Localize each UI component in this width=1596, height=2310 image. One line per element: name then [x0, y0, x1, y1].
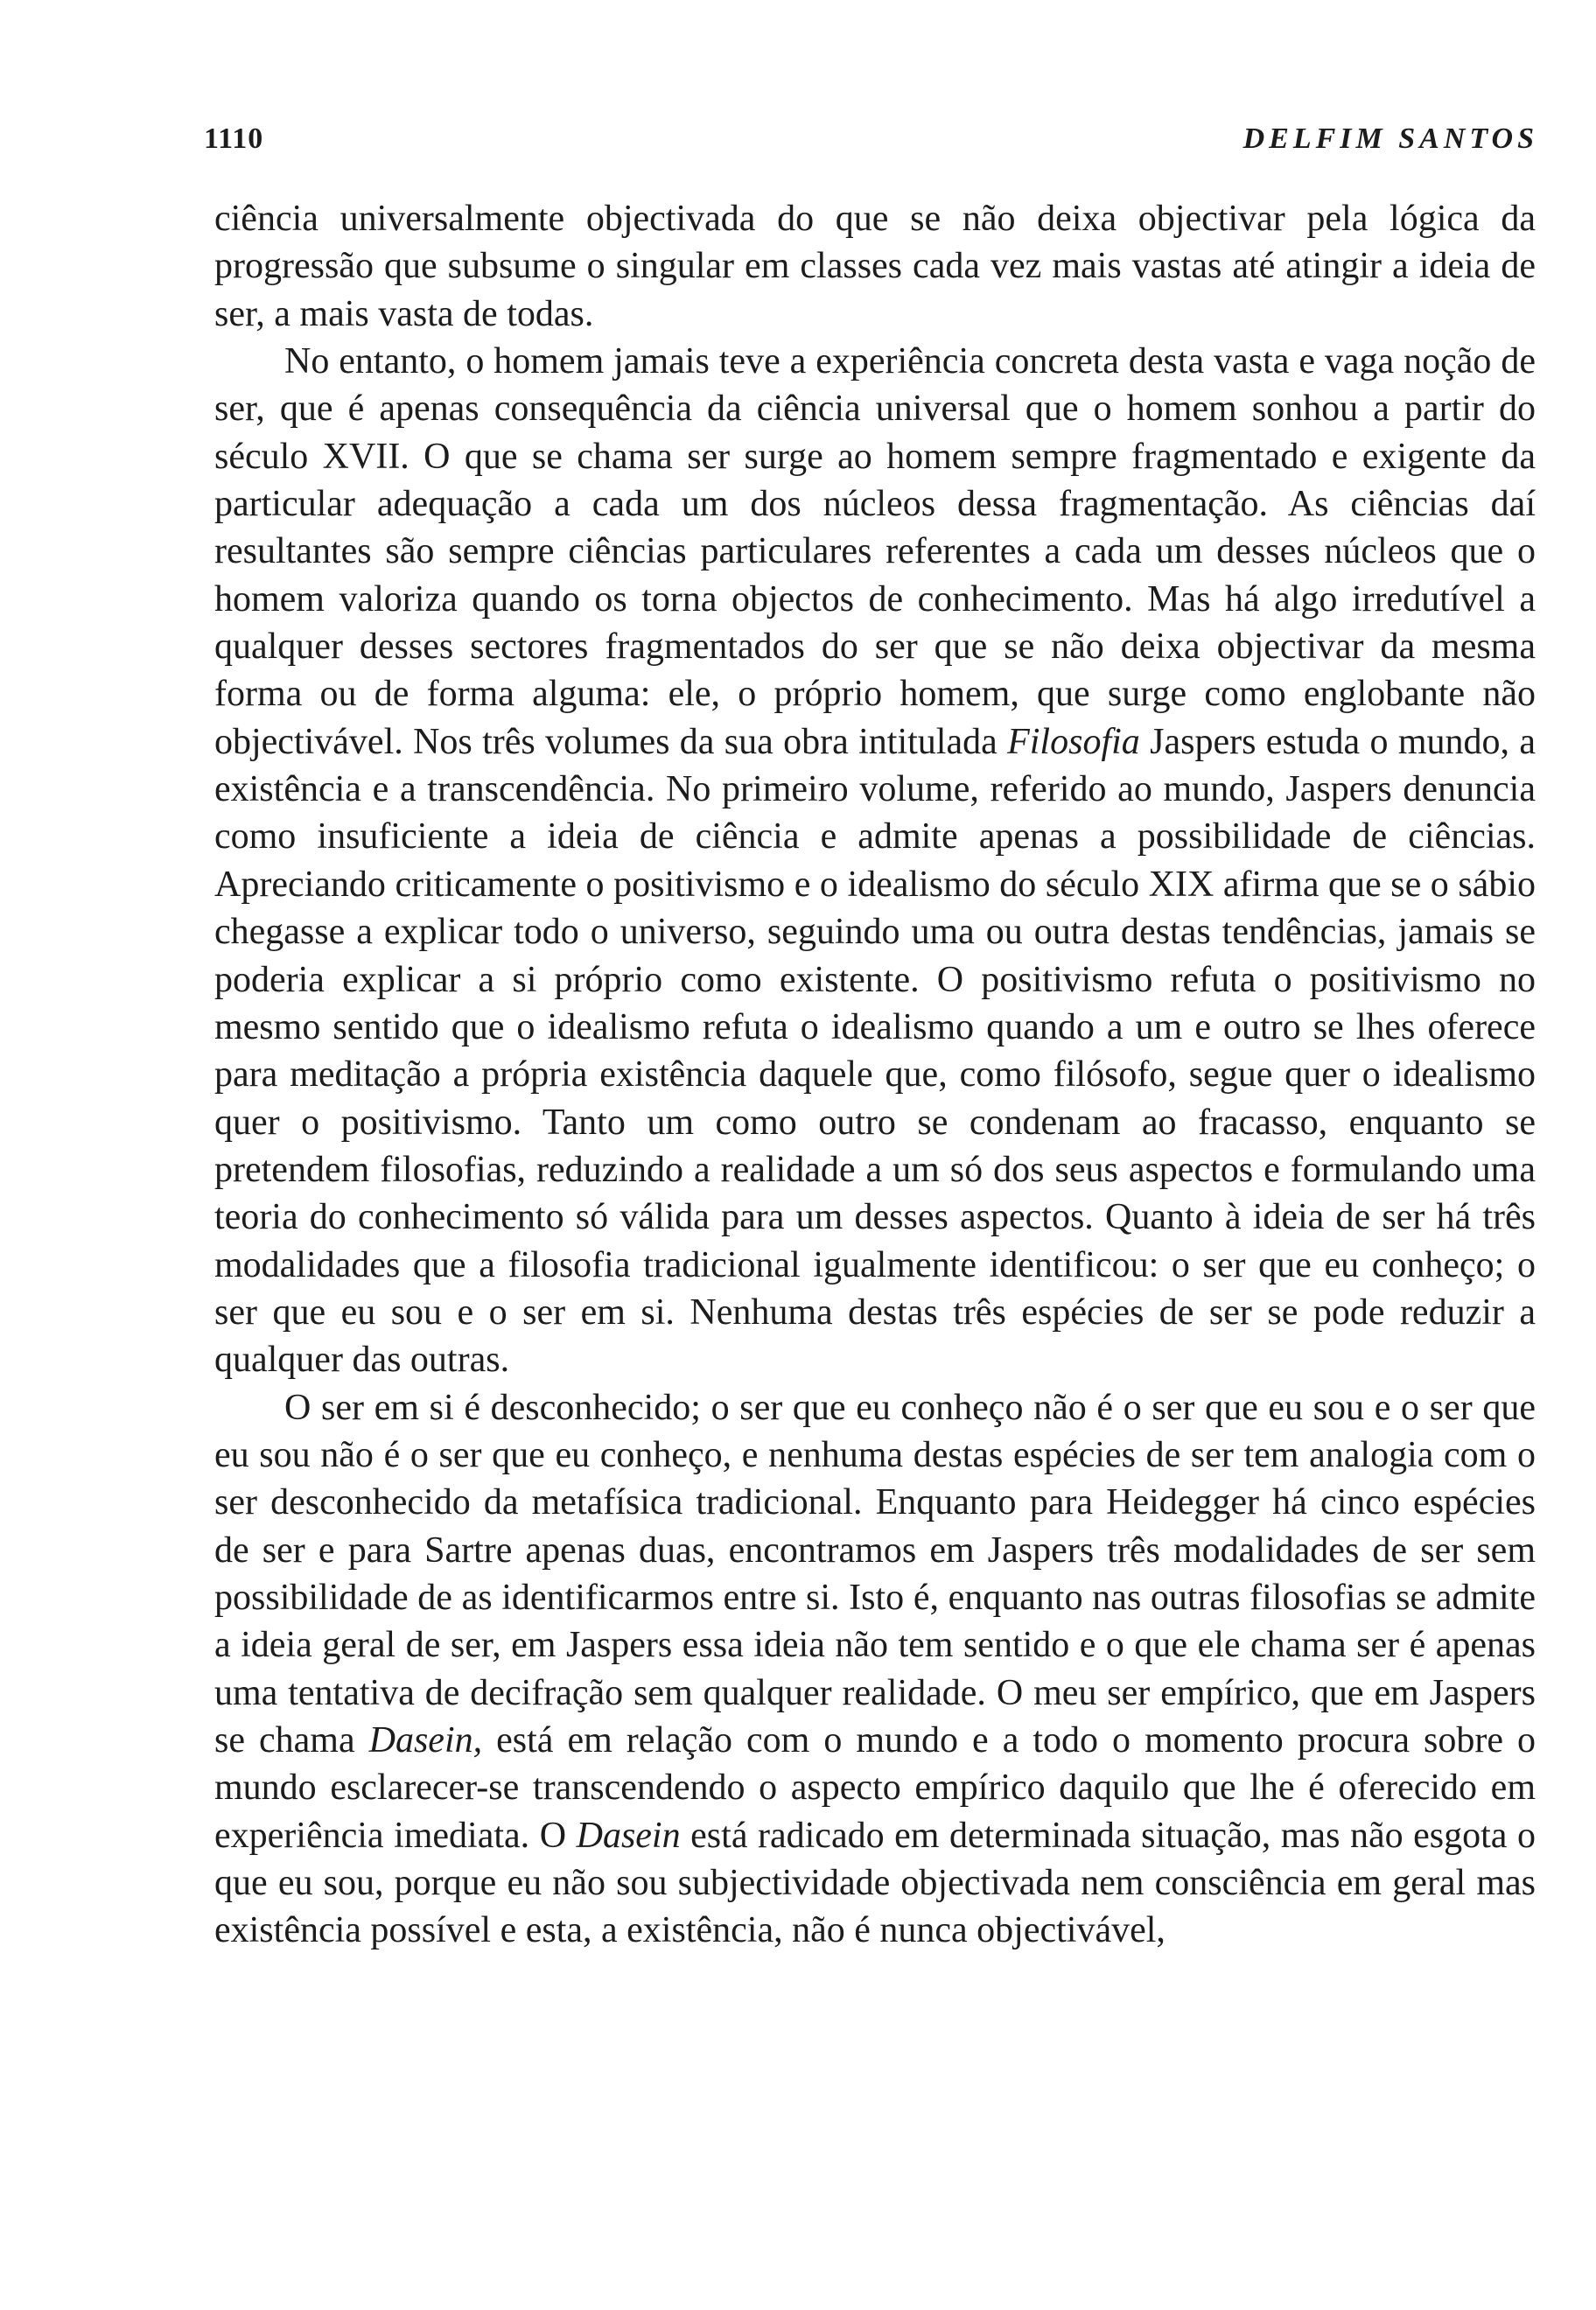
- page-number: 1110: [204, 122, 264, 155]
- text-span: ciência universalmente objectivada do que se não deixa objectivar pela lógica da progressão que subsume o singular em classes cada vez mais vastas até atingir a ideia de ser, a mais vasta de todas.: [214, 199, 1536, 334]
- italic-term: Dasein,: [368, 1720, 483, 1760]
- text-span: Jaspers estuda o mundo, a existência e a transcendência. No primeiro volume, referido ao mundo, Jaspers denuncia como insuficiente a ideia de ciência e admite apenas a possibilidade de ciências. Apreciando criticamente o positivismo e o idealismo do século XIX afirma que se o sábio chegasse a explicar todo o universo, seguindo uma ou outra destas tendências, jamais se poderia explicar a si próprio como existente. O positivismo refuta o positivismo no mesmo sentido que o idealismo refuta o idealismo quando a um e outro se lhes oferece para meditação a própria existência daquele que, como filósofo, segue quer o idealismo quer o positivismo. Tanto um como outro se condenam ao fracasso, enquanto se pretendem filosofias, reduzindo a realidade a um só dos seus aspectos e formulando uma teoria do conhecimento só válida para um desses aspectos. Quanto à ideia de ser há três modalidades que a filosofia tradicional igualmente identificou: o ser que eu conheço; o ser que eu sou e o ser em si. Nenhuma destas três espécies de ser se pode reduzir a qualquer das outras.: [214, 721, 1536, 1381]
- paragraph-2: [214, 338, 1536, 1384]
- text-span: No entanto, o homem jamais teve a experiência concreta desta vasta e vaga noção de ser, que é apenas consequência da ciência universal que o homem sonhou a partir do século XVII. O que se chama ser surge ao homem sempre fragmentado e exigente da particular adequação a cada um dos núcleos dessa fragmentação. As ciências daí resultantes são sempre ciências particulares referentes a cada um desses núcleos que o homem valoriza quando os torna objectos de conhecimento. Mas há algo irredutível a qualquer desses sectores fragmentados do ser que se não deixa objectivar da mesma forma ou de forma alguma: ele, o próprio homem, que surge como englobante não objectivável. Nos três volumes da sua obra intitulada: [214, 341, 1536, 762]
- running-head-author: DELFIM SANTOS: [1242, 122, 1538, 155]
- text-span: está radicado em determinada situação, mas não esgota o que eu sou, porque eu não sou subjectividade objectivada nem consciência em geral mas existência possível e esta, a existência, não é nunca objectivável,: [214, 1815, 1536, 1951]
- italic-term: Dasein: [576, 1815, 681, 1856]
- paragraph-1: [214, 195, 1536, 338]
- body-text: [214, 195, 1536, 1955]
- running-head: [204, 122, 1538, 166]
- text-span: O ser em si é desconhecido; o ser que eu conheço não é o ser que eu sou e o ser que eu sou não é o ser que eu conheço, e nenhuma destas espécies de ser tem analogia com o ser desconhecido da metafísica tradicional. Enquanto para Heidegger há cinco espécies de ser e para Sartre apenas duas, encontramos em Jaspers três modalidades de ser sem possibilidade de as identificarmos entre si. Isto é, enquanto nas outras filosofias se admite a ideia geral de ser, em Jaspers essa ideia não tem sentido e o que ele chama ser é apenas uma tentativa de decifração sem qualquer realidade. O meu ser empírico, que em Jaspers se chama: [214, 1387, 1536, 1760]
- text-span: está em relação com o mundo e a todo o momento procura sobre o mundo esclarecer-se transcendendo o aspecto empírico daquilo que lhe é oferecido em experiência imediata. O: [214, 1720, 1536, 1856]
- paragraph-3: [214, 1384, 1536, 1955]
- italic-title: Filosofia: [1007, 721, 1140, 762]
